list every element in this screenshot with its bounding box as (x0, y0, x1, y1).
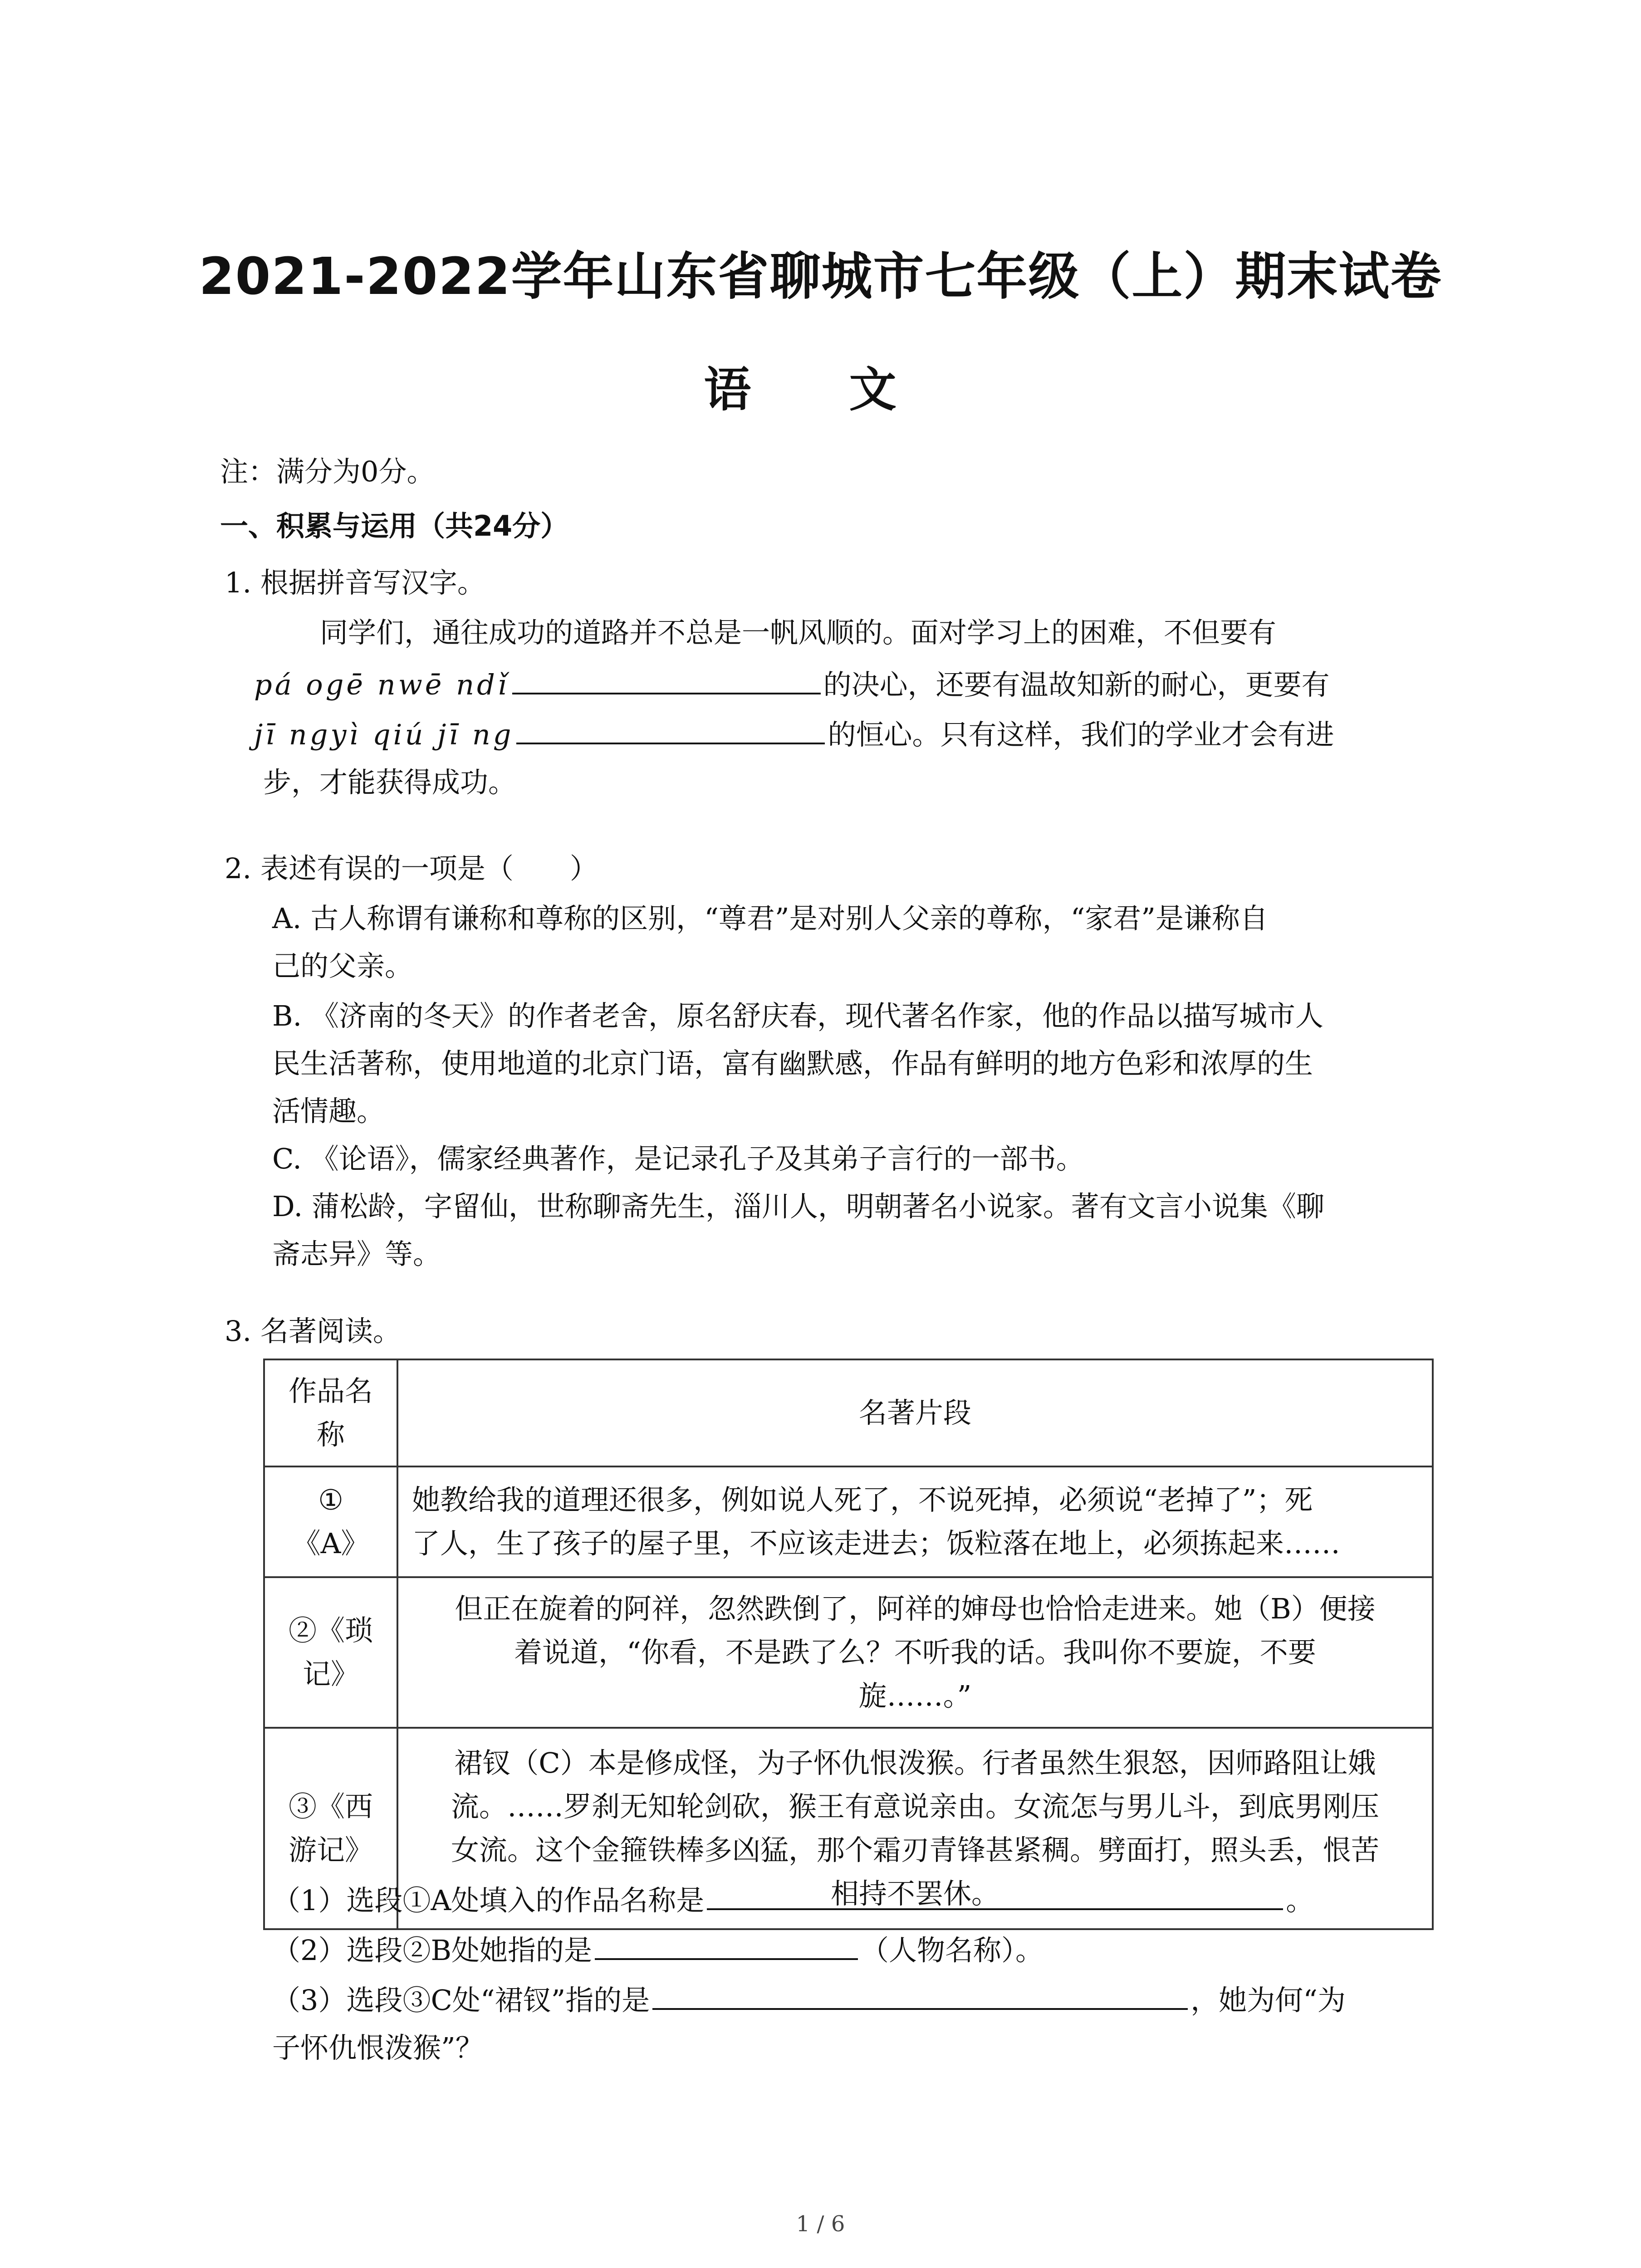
q1-line3-rest: 的恒心。只有这样，我们的学业才会有进 (828, 718, 1334, 751)
q3-sub2-end: （人物名称）。 (861, 1934, 1044, 1967)
row1-work (264, 1466, 397, 1577)
q1-line2 (254, 662, 1330, 708)
q3-sub1-text: （1）选段①A处填入的作品名称是 (272, 1884, 705, 1917)
q3-sub2-text: （2）选段②B处她指的是 (272, 1934, 593, 1967)
q2-option-b-line2: 民生活著称，使用地道的北京门语，富有幽默感，作品有鲜明的地方色彩和浓厚的生 (272, 1047, 1313, 1080)
row3-excerpt-line1: 裙钗（C）本是修成怪，为子怀仇恨泼猴。行者虽然生狠怒，因师路阻让娥 (454, 1746, 1376, 1779)
row3-work-line1: ③《西 (288, 1790, 373, 1823)
table-header-row (264, 1359, 1433, 1466)
row2-work-line2: 记》 (302, 1657, 359, 1691)
row1-work-line2: 《A》 (292, 1527, 369, 1560)
page-number: 1 / 6 (796, 2211, 845, 2237)
table-header-excerpt: 名著片段 (397, 1359, 1433, 1466)
q2-option-d-line2: 斋志异》等。 (272, 1237, 441, 1271)
q1-line1: 同学们，通往成功的道路并不总是一帆风顺的。面对学习上的困难，不但要有 (320, 616, 1277, 649)
row2-excerpt-line3: 旋……。” (858, 1679, 972, 1712)
q3-sub2 (272, 1928, 1043, 1973)
table-row (264, 1577, 1433, 1728)
q2-option-a-line2: 己的父亲。 (272, 949, 413, 982)
q3-sub1-answer-blank[interactable] (707, 1880, 1283, 1910)
header-work-line2: 称 (316, 1418, 345, 1451)
section-heading: 一、积累与运用（共24分） (220, 509, 569, 543)
q2-option-b-line1: B. 《济南的冬天》的作者老舍，原名舒庆春，现代著名作家，他的作品以描写城市人 (272, 999, 1323, 1032)
q1-line3 (254, 712, 1334, 758)
q3-sub3-text: （3）选段③C处“裙钗”指的是 (272, 1984, 650, 2017)
row2-work (264, 1577, 397, 1728)
q3-sub3-end: ，她为何“为 (1190, 1984, 1346, 2017)
q1-line4: 步，才能获得成功。 (263, 766, 517, 799)
q3-sub3-answer-blank[interactable] (652, 1980, 1188, 2010)
row2-excerpt-line1: 但正在旋着的阿祥，忽然跌倒了，阿祥的婶母也恰恰走进来。她（B）便接 (455, 1592, 1376, 1625)
q2-option-b-line3: 活情趣。 (272, 1095, 385, 1128)
q2-option-a-line1: A. 古人称谓有谦称和尊称的区别，“尊君”是对别人父亲的尊称，“家君”是谦称自 (272, 902, 1268, 935)
q3-sub3 (272, 1978, 1346, 2023)
header-work-line1: 作品名 (288, 1374, 373, 1408)
classics-table (263, 1359, 1434, 1930)
q1-answer-blank-2[interactable] (516, 714, 825, 744)
q2-option-d-line1: D. 蒲松龄，字留仙，世称聊斋先生，淄川人，明朝著名小说家。著有文言小说集《聊 (272, 1190, 1324, 1223)
row3-excerpt-line3: 女流。这个金箍铁棒多凶猛，那个霜刃青锋甚紧稠。劈面打，照头丢，恨苦 (451, 1833, 1379, 1867)
row1-excerpt-line1: 她教给我的道理还很多，例如说人死了，不说死掉，必须说“老掉了”；死 (412, 1483, 1313, 1516)
exam-title: 2021-2022学年山东省聊城市七年级（上）期末试卷 (199, 247, 1442, 306)
row3-excerpt-line2: 流。……罗刹无知轮剑砍，猴王有意说亲由。女流怎与男儿斗，到底男刚压 (451, 1790, 1379, 1823)
row2-excerpt-line2: 着说道，“你看，不是跌了么？不听我的话。我叫你不要旋，不要 (514, 1636, 1316, 1669)
row1-work-line1: ① (318, 1483, 343, 1516)
q1-answer-blank-1[interactable] (512, 665, 821, 694)
table-header-work (264, 1359, 397, 1466)
q3-sub1 (272, 1878, 1314, 1923)
row2-excerpt (397, 1577, 1433, 1728)
q1-pinyin-2: jī ngyì qiú jī ng (254, 718, 514, 751)
q2-stem: 2. 表述有误的一项是（ ） (225, 852, 598, 885)
q1-stem: 1. 根据拼音写汉字。 (225, 566, 485, 599)
q1-pinyin-1: pá ogē nwē ndǐ (254, 668, 509, 701)
q1-line2-rest: 的决心，还要有温故知新的耐心，更要有 (823, 668, 1330, 701)
q3-sub2-answer-blank[interactable] (595, 1930, 858, 1960)
row2-work-line1: ②《琐 (288, 1614, 373, 1647)
q2-option-c: C. 《论语》，儒家经典著作，是记录孔子及其弟子言行的一部书。 (272, 1142, 1084, 1175)
row1-excerpt-line2: 了人，生了孩子的屋子里，不应该走进去；饭粒落在地上，必须拣起来…… (412, 1527, 1341, 1560)
row1-excerpt (397, 1466, 1433, 1577)
q3-sub1-end: 。 (1286, 1884, 1314, 1917)
row3-work-line2: 游记》 (288, 1833, 373, 1867)
exam-subject: 语 文 (704, 362, 937, 417)
row3-excerpt-line4: 相持不罢休。 (830, 1877, 999, 1910)
table-row (264, 1466, 1433, 1577)
q3-sub3-line2: 子怀仇恨泼猴”？ (272, 2031, 484, 2064)
q3-stem: 3. 名著阅读。 (225, 1315, 401, 1348)
score-note: 注：满分为0分。 (220, 455, 435, 488)
